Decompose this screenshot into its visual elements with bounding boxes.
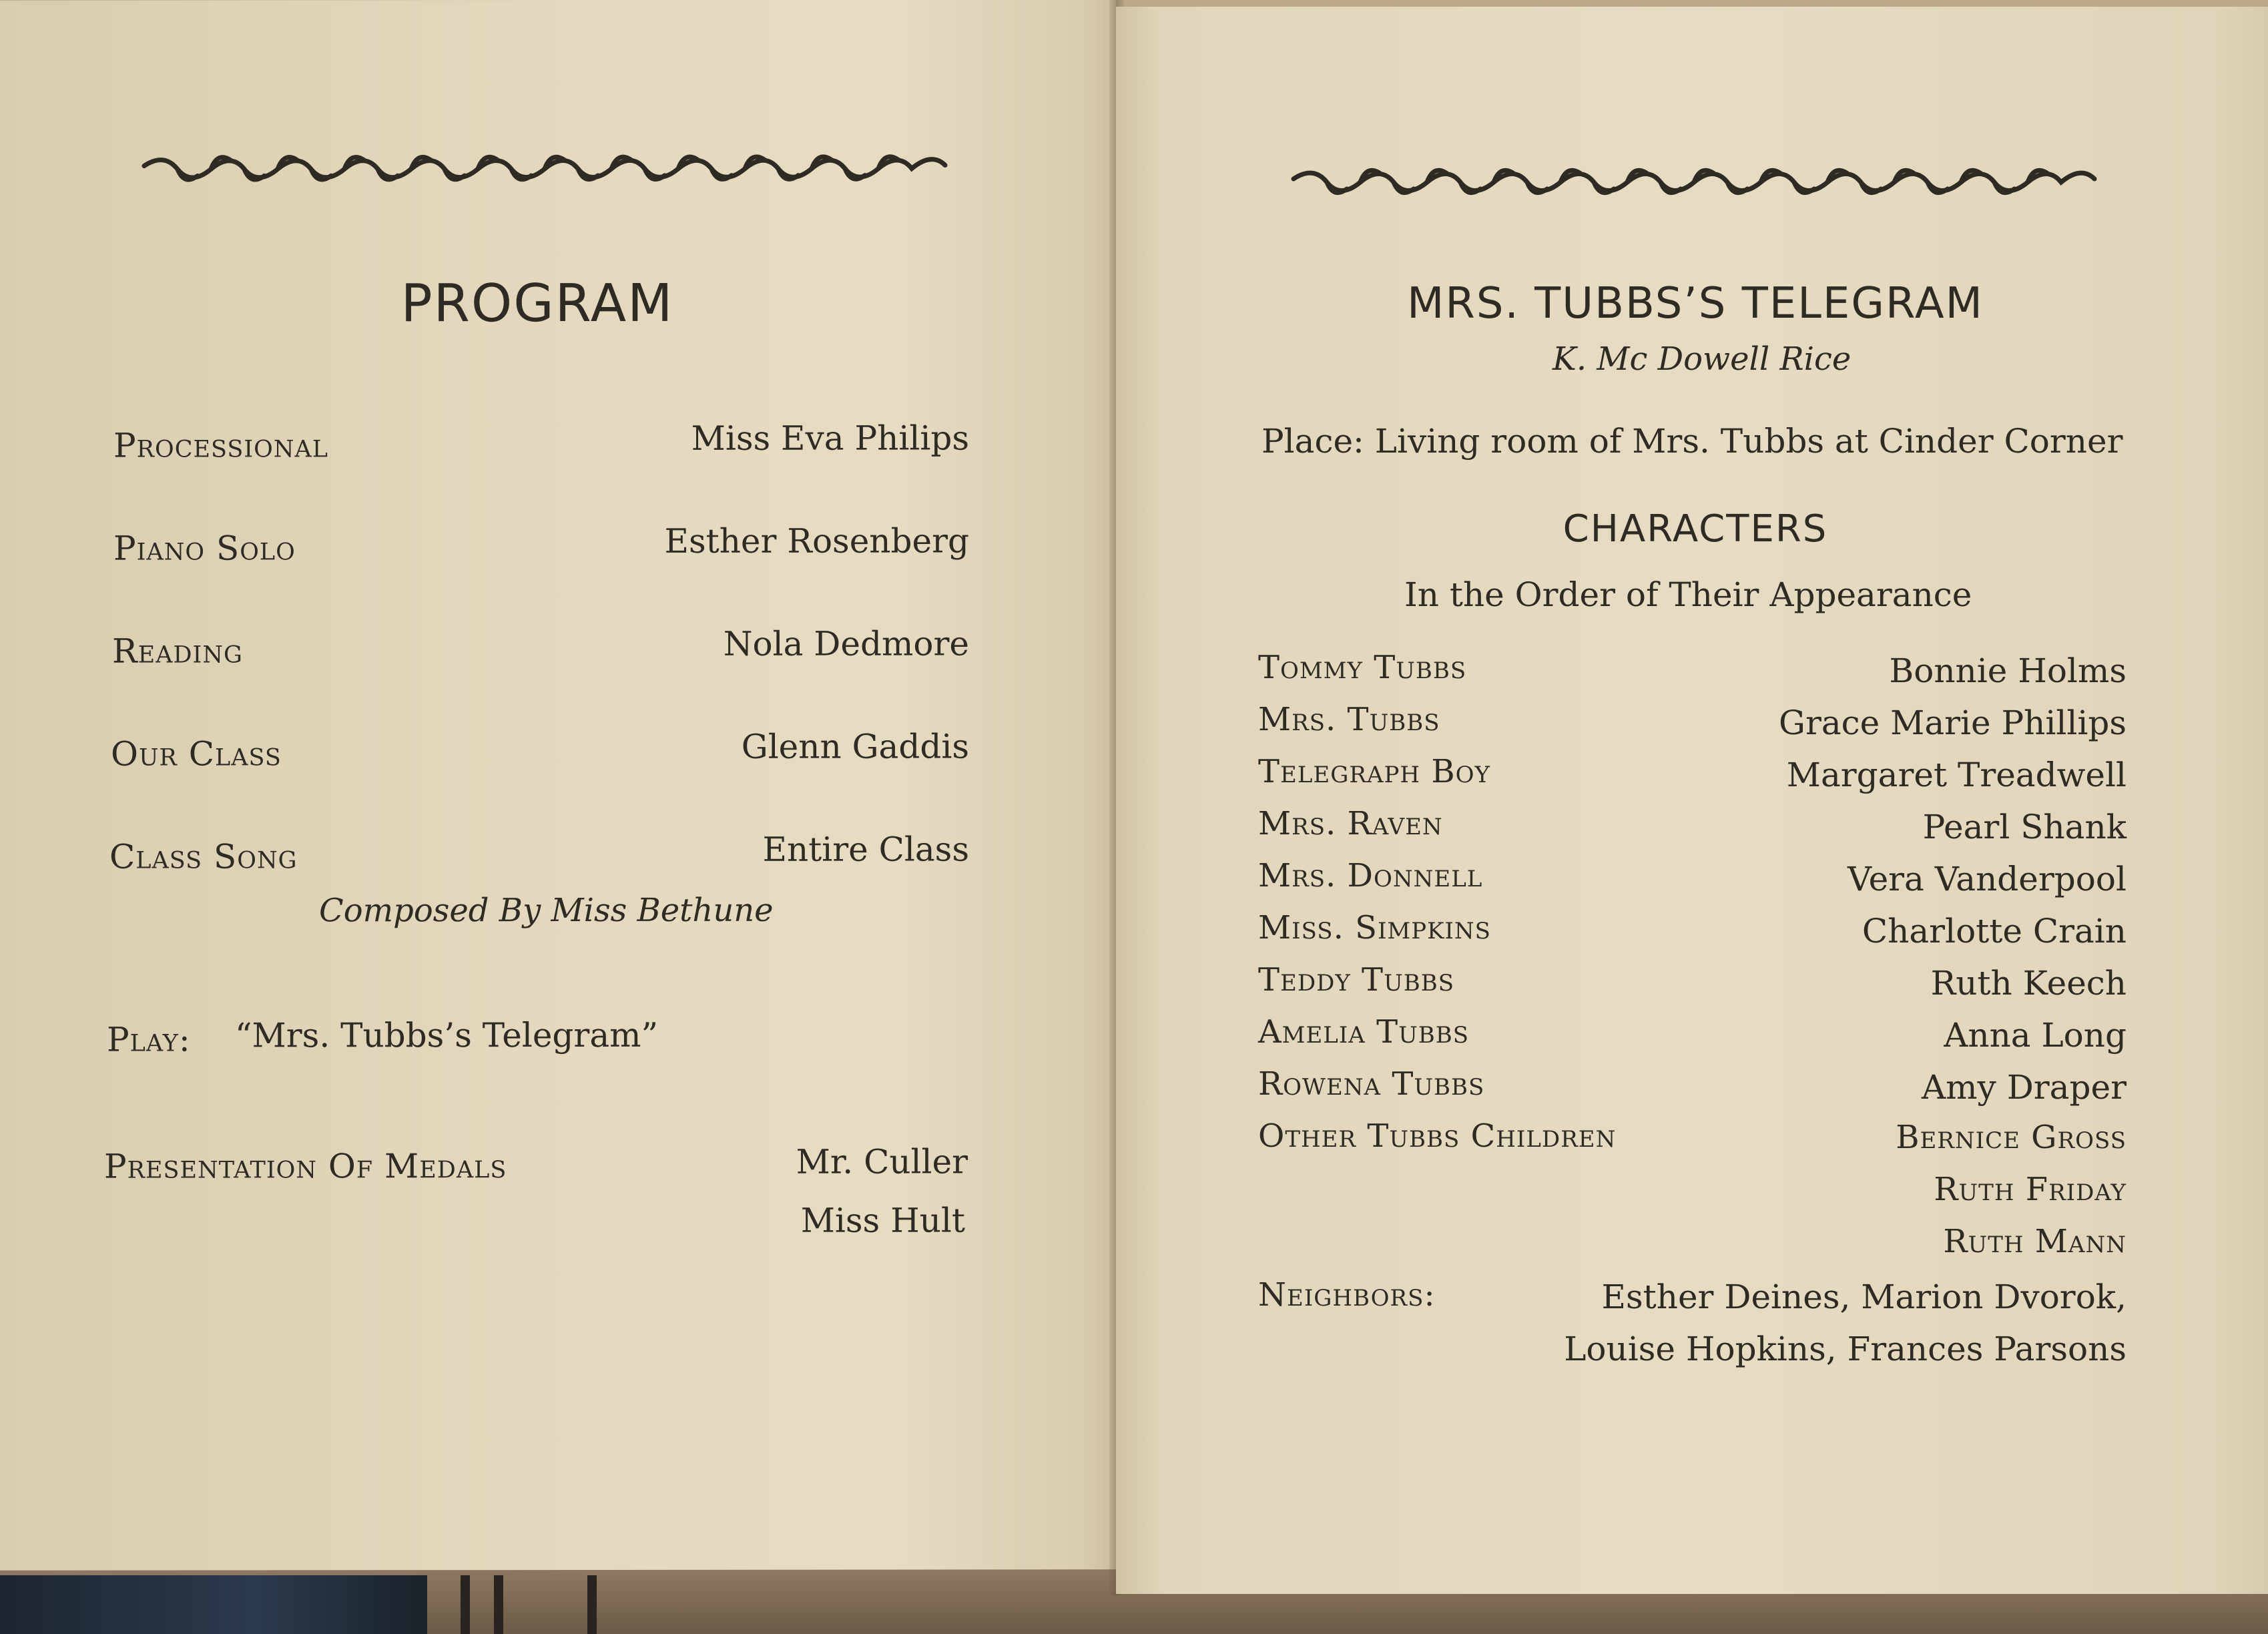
class-song-composer-note: Composed By Miss Bethune	[319, 891, 774, 930]
cast-actor: Grace Marie Phillips	[1779, 704, 2127, 742]
cast-role: Miss. Simpkins	[1258, 909, 1491, 946]
program-page	[0, 0, 1116, 1571]
neighbors-list: Louise Hopkins, Frances Parsons	[1564, 1330, 2127, 1368]
cast-actor: Vera Vanderpool	[1848, 860, 2127, 898]
cast-role: Mrs. Donnell	[1258, 857, 1483, 894]
cast-role: Mrs. Raven	[1258, 805, 1443, 842]
cast-actor: Anna Long	[1944, 1016, 2127, 1055]
program-item-label: Piano Solo	[113, 529, 296, 568]
program-item-label: Class Song	[109, 837, 298, 876]
play-label: Play:	[107, 1020, 191, 1059]
program-item-performer: Miss Eva Philips	[691, 419, 969, 458]
neighbors-list: Esther Deines, Marion Dvorok,	[1601, 1278, 2127, 1316]
program-item-performer: Nola Dedmore	[723, 624, 969, 663]
book-edge	[587, 1575, 597, 1634]
cast-actor: Ruth Mann	[1943, 1223, 2127, 1260]
medals-presenter: Miss Hult	[800, 1201, 965, 1240]
neighbors-label: Neighbors:	[1258, 1276, 1436, 1314]
program-item-label: Our Class	[111, 734, 282, 774]
cast-actor: Bernice Gross	[1896, 1119, 2127, 1156]
cast-role: Other Tubbs Children	[1258, 1117, 1617, 1155]
cast-actor: Pearl Shank	[1922, 808, 2127, 846]
program-title: PROGRAM	[400, 273, 674, 334]
decorative-scroll-icon	[1287, 159, 2101, 206]
play-setting: Place: Living room of Mrs. Tubbs at Cinder Corner	[1261, 422, 2123, 461]
cast-actor: Amy Draper	[1922, 1068, 2127, 1107]
play-title: “Mrs. Tubbs’s Telegram”	[235, 1015, 659, 1055]
cast-actor: Bonnie Holms	[1889, 651, 2127, 690]
program-item-performer: Glenn Gaddis	[741, 727, 969, 766]
characters-heading: CHARACTERS	[1563, 507, 1828, 551]
book-spine	[0, 1575, 427, 1634]
program-item-performer: Entire Class	[762, 830, 969, 869]
cast-role: Amelia Tubbs	[1258, 1013, 1470, 1051]
program-item-label: Reading	[112, 631, 243, 671]
book-edge	[494, 1575, 503, 1634]
cast-role: Mrs. Tubbs	[1258, 701, 1440, 738]
cast-role: Rowena Tubbs	[1258, 1065, 1485, 1103]
play-title-heading: MRS. TUBBS’S TELEGRAM	[1407, 279, 1984, 328]
cast-role: Teddy Tubbs	[1258, 961, 1454, 999]
cast-actor: Ruth Keech	[1930, 964, 2127, 1003]
medals-label: Presentation Of Medals	[104, 1147, 507, 1186]
cast-actor: Margaret Treadwell	[1786, 756, 2127, 794]
program-item-performer: Esther Rosenberg	[664, 521, 969, 561]
cast-role: Telegraph Boy	[1258, 753, 1490, 790]
characters-subheading: In the Order of Their Appearance	[1404, 575, 1972, 614]
book-edge	[461, 1575, 470, 1634]
medals-presenter: Mr. Culler	[796, 1142, 968, 1181]
decorative-scroll-icon	[137, 145, 952, 192]
cast-actor: Ruth Friday	[1934, 1171, 2127, 1208]
cast-actor: Charlotte Crain	[1862, 912, 2127, 950]
play-author: K. Mc Dowell Rice	[1552, 340, 1852, 378]
program-item-label: Processional	[113, 426, 329, 465]
cast-role: Tommy Tubbs	[1258, 649, 1467, 686]
